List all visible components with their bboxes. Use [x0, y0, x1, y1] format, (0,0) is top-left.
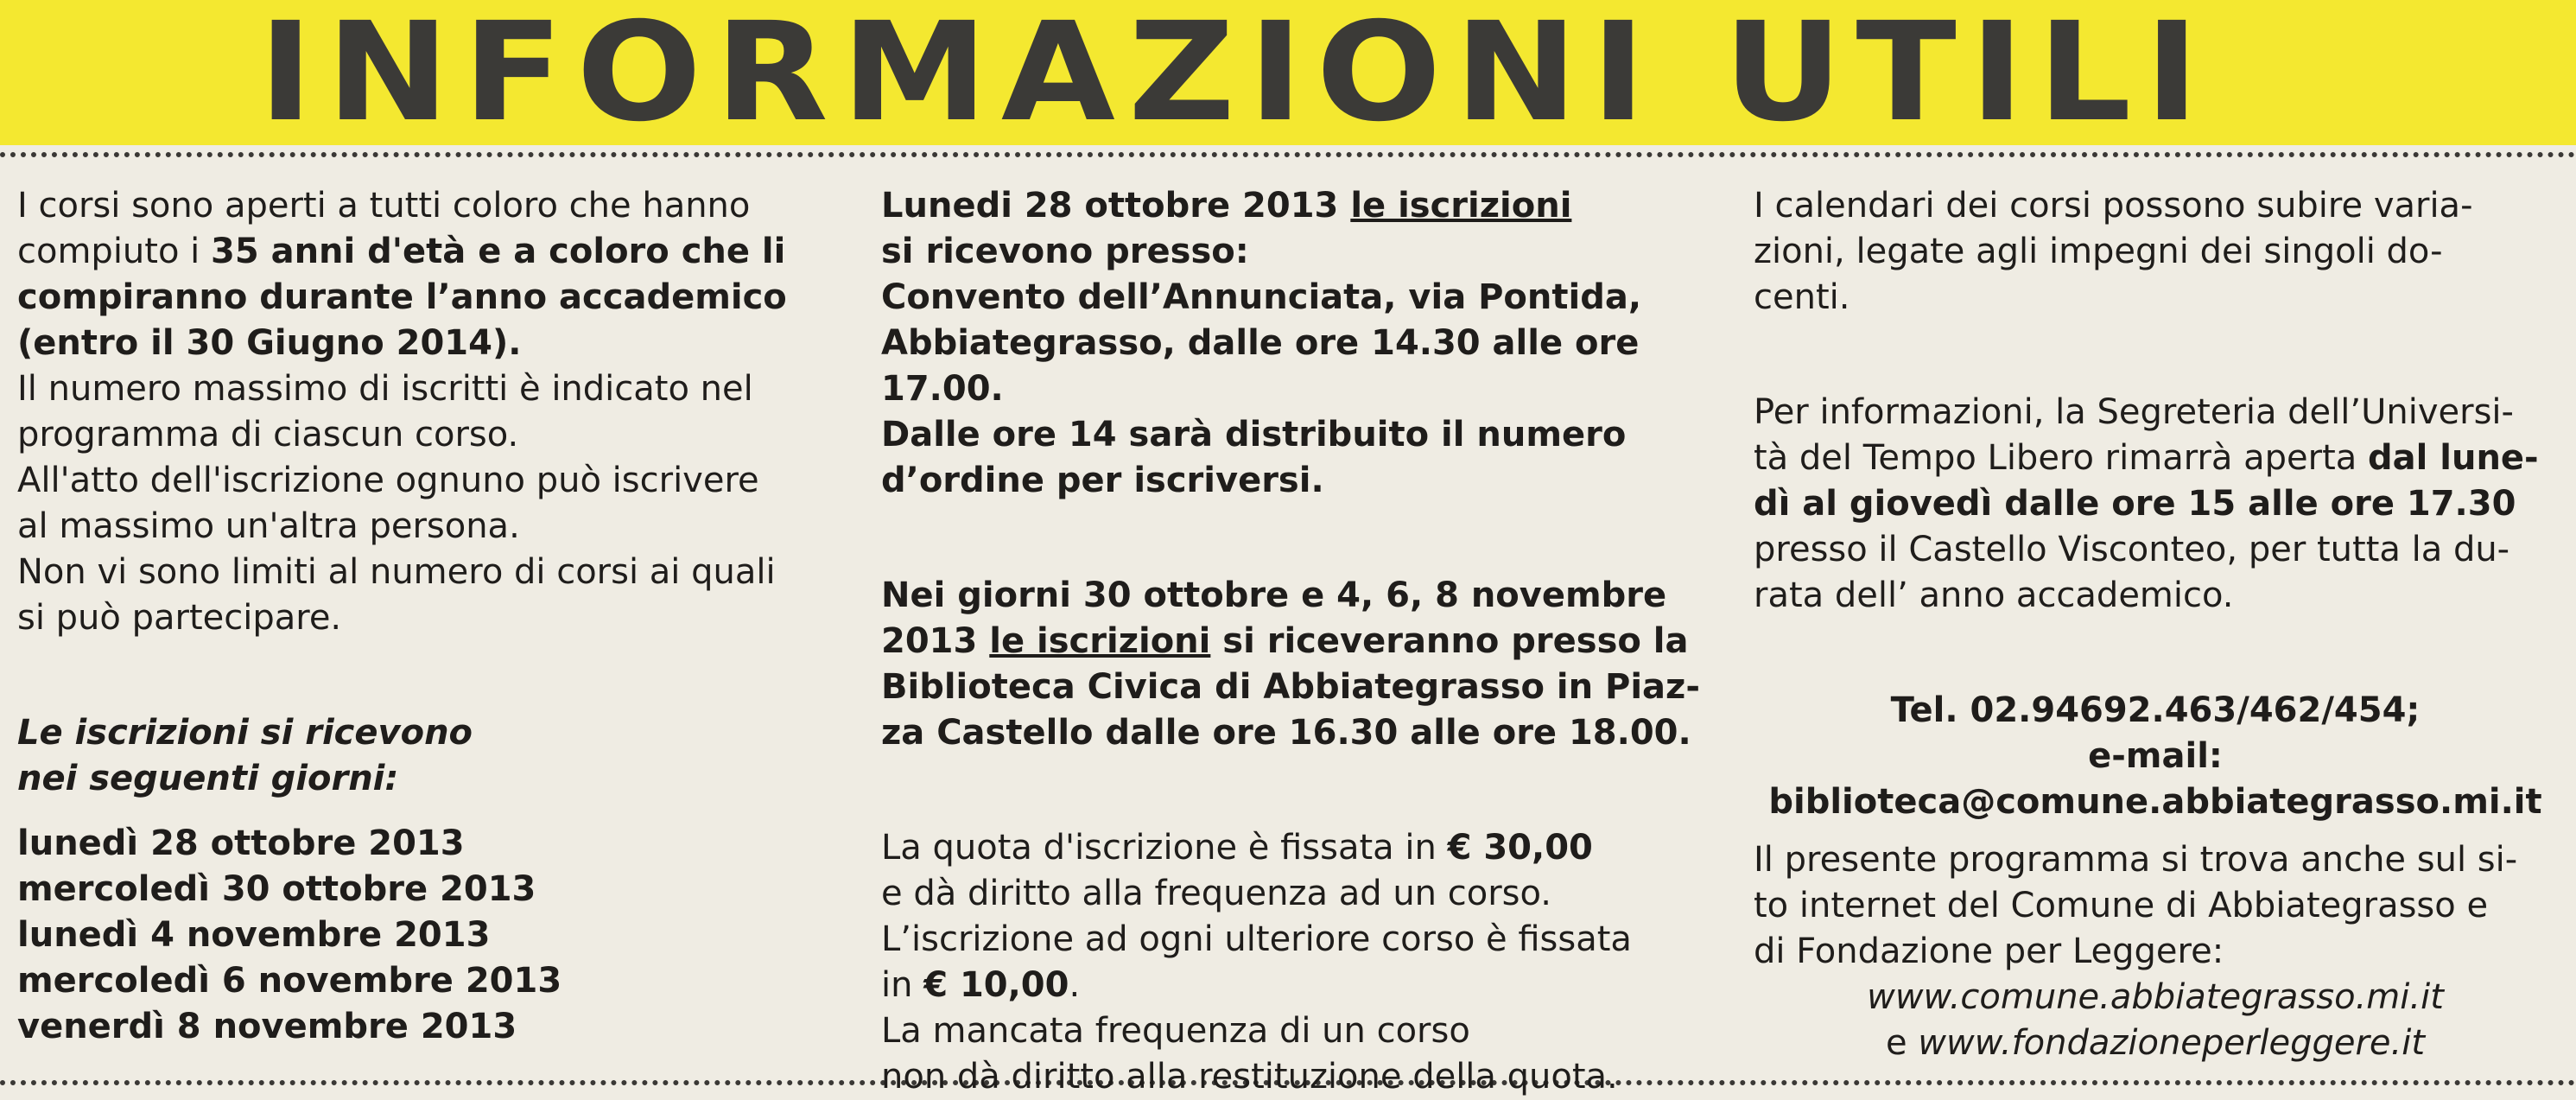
text-line: I corsi sono aperti a tutti coloro che hanno: [17, 186, 751, 226]
text-span: La quota d'iscrizione è fissata in: [881, 828, 1448, 868]
text-line: [881, 825, 1710, 871]
text-line: [881, 963, 1710, 1008]
text-line: [17, 229, 838, 275]
days-heading: Le iscrizioni si ricevono: [17, 713, 473, 753]
text-span: tà del Tempo Libero rimarrà aperta: [1754, 438, 2368, 478]
text-line: centi.: [1754, 277, 1850, 317]
text-span: 2013: [881, 621, 990, 661]
text-line: programma di ciascun corso.: [17, 415, 519, 455]
phone-number: Tel. 02.94692.463/462/454;: [1890, 690, 2421, 730]
text-line: e dà diritto alla frequenza ad un corso.: [881, 874, 1551, 913]
text-line: 17.00.: [881, 369, 1004, 409]
text-span: in: [881, 965, 924, 1005]
column-middle: [881, 183, 1710, 1100]
text-line: dì al giovedì dalle ore 15 alle ore 17.30: [1754, 484, 2516, 524]
text-span: Lunedi 28 ottobre 2013: [881, 186, 1351, 226]
underlined-text: le iscrizioni: [989, 621, 1211, 661]
text-line: al massimo un'altra persona.: [17, 506, 520, 546]
list-item: lunedì 28 ottobre 2013: [17, 823, 465, 863]
text-span: compiuto i: [17, 232, 211, 271]
column-left: [17, 183, 838, 1050]
text-line: d’ordine per iscriversi.: [881, 461, 1324, 500]
text-line: La mancata frequenza di un corso: [881, 1011, 1470, 1051]
text-line: za Castello dalle ore 16.30 alle ore 18.00.: [881, 713, 1691, 753]
text-line: Abbiategrasso, dalle ore 14.30 alle ore: [881, 323, 1640, 363]
underlined-text: le iscrizioni: [1350, 186, 1572, 226]
text-span: e: [1885, 1023, 1919, 1063]
email-label: e-mail:: [2088, 736, 2223, 776]
text-line: Dalle ore 14 sarà distribuito il numero: [881, 415, 1627, 455]
website-link[interactable]: www.fondazioneperleggere.it: [1918, 1023, 2426, 1063]
list-item: venerdì 8 novembre 2013: [17, 1007, 517, 1046]
list-item: mercoledì 6 novembre 2013: [17, 961, 562, 1001]
text-line: Non vi sono limiti al numero di corsi ai quali: [17, 552, 776, 592]
website-link[interactable]: www.comune.abbiategrasso.mi.it: [1867, 977, 2444, 1017]
text-line: (entro il 30 Giugno 2014).: [17, 323, 522, 363]
text-line: [881, 619, 1710, 664]
price: € 10,00: [923, 965, 1069, 1005]
text-line: di Fondazione per Leggere:: [1754, 932, 2224, 971]
text-line: compiranno durante l’anno accademico: [17, 277, 787, 317]
text-line: Biblioteca Civica di Abbiategrasso in Piaz-: [881, 667, 1700, 707]
text-line: [1754, 1021, 2557, 1066]
text-line: si ricevono presso:: [881, 232, 1249, 271]
text-line: [881, 183, 1710, 229]
text-line: [1754, 436, 2557, 481]
text-span: .: [1069, 965, 1081, 1005]
text-line: Convento dell’Annunciata, via Pontida,: [881, 277, 1642, 317]
list-item: lunedì 4 novembre 2013: [17, 915, 491, 955]
header-banner: [0, 0, 2576, 152]
text-line: non dà diritto alla restituzione della quota.: [881, 1057, 1618, 1097]
top-dotted-rule: [0, 152, 2576, 157]
text-line: rata dell’ anno accademico.: [1754, 575, 2234, 615]
text-line: Il numero massimo di iscritti è indicato nel: [17, 369, 753, 409]
text-line: zioni, legate agli impegni dei singoli do-: [1754, 232, 2443, 271]
list-item: mercoledì 30 ottobre 2013: [17, 869, 536, 909]
text-line: Il presente programma si trova anche sul si-: [1754, 840, 2518, 880]
text-span: si riceveranno presso la: [1210, 621, 1689, 661]
text-line: to internet del Comune di Abbiategrasso e: [1754, 886, 2489, 925]
text-line: L’iscrizione ad ogni ulteriore corso è fissata: [881, 919, 1632, 959]
text-bold: dal lune-: [2368, 438, 2539, 478]
text-line: si può partecipare.: [17, 598, 342, 638]
price: € 30,00: [1447, 828, 1593, 868]
page-title: INFORMAZIONI UTILI: [257, 0, 2213, 152]
text-line: All'atto dell'iscrizione ognuno può iscrivere: [17, 461, 759, 500]
text-line: Per informazioni, la Segreteria dell’Universi-: [1754, 392, 2514, 432]
column-right: [1754, 183, 2557, 1066]
email-address[interactable]: biblioteca@comune.abbiategrasso.mi.it: [1768, 782, 2542, 822]
text-line: Nei giorni 30 ottobre e 4, 6, 8 novembre: [881, 575, 1667, 615]
text-bold: 35 anni d'età e a coloro che li: [210, 232, 786, 271]
text-line: presso il Castello Visconteo, per tutta la du-: [1754, 530, 2510, 569]
days-heading: nei seguenti giorni:: [17, 759, 399, 798]
text-line: I calendari dei corsi possono subire varia-: [1754, 186, 2473, 226]
